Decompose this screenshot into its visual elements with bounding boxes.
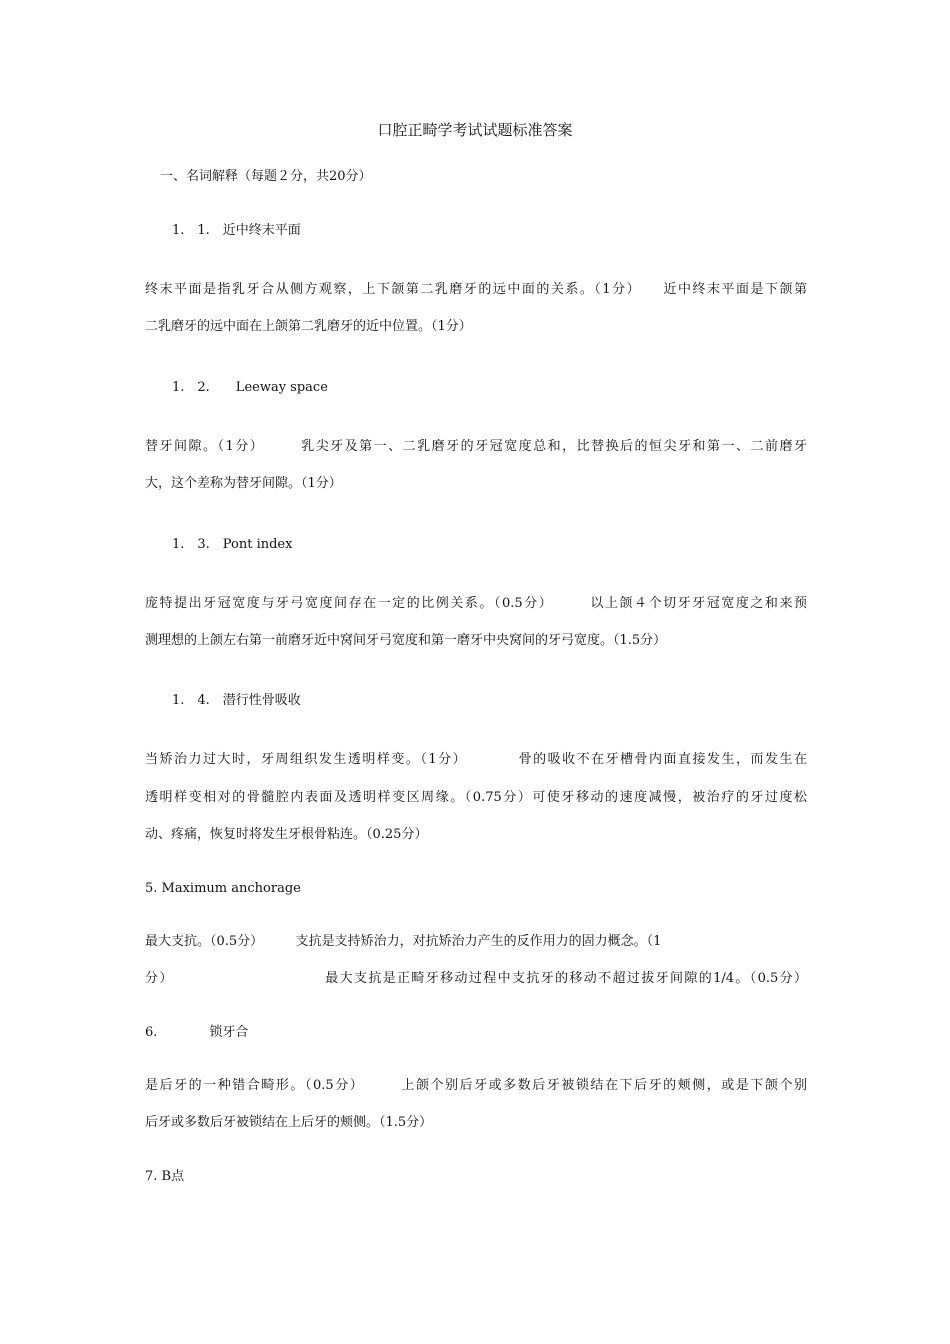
section-heading: 一、名词解释（每题２分，共20分）: [160, 169, 372, 184]
item-heading: 6. 锁牙合: [145, 1025, 249, 1040]
answer-line: 终末平面是指乳牙合从侧方观察，上下颌第二乳磨牙的远中面的关系。（1分） 近中终末平面是下颌第: [145, 282, 807, 297]
document-title: 口腔正畸学考试试题标准答案: [377, 121, 573, 139]
item-heading: 7. B点: [145, 1169, 185, 1184]
answer-line: 替牙间隙。（1分） 乳尖牙及第一、二乳磨牙的牙冠宽度总和，比替换后的恒尖牙和第一、二前磨牙: [145, 439, 807, 454]
answer-line: 后牙或多数后牙被锁结在上后牙的颊侧。（1.5分）: [145, 1115, 433, 1130]
item-heading: 5. Maximum anchorage: [145, 881, 301, 896]
answer-line: 当矫治力过大时，牙周组织发生透明样变。（1分） 骨的吸收不在牙槽骨内面直接发生，而发生在: [145, 752, 807, 767]
answer-line: 庞特提出牙冠宽度与牙弓宽度间存在一定的比例关系。（0.5分） 以上颌４个切牙牙冠宽度之和来预: [145, 596, 807, 611]
item-heading: 1. 2. Leeway space: [172, 380, 328, 395]
answer-line: 测理想的上颌左右第一前磨牙近中窝间牙弓宽度和第一磨牙中央窝间的牙弓宽度。（1.5分）: [145, 633, 667, 648]
answer-line: 分） 最大支抗是正畸牙移动过程中支抗牙的移动不超过拔牙间隙的1/4。（0.5分）: [145, 971, 807, 986]
answer-line: 透明样变相对的骨髓腔内表面及透明样变区周缘。（0.75分）可使牙移动的速度减慢，被治疗的牙过度松: [145, 790, 807, 805]
answer-line: 大，这个差称为替牙间隙。（1分）: [145, 476, 342, 491]
answer-line: 最大支抗。（0.5分） 支抗是支持矫治力，对抗矫治力产生的反作用力的固力概念。（1: [145, 934, 662, 949]
answer-line: 二乳磨牙的远中面在上颌第二乳磨牙的近中位置。（1分）: [145, 319, 472, 334]
answer-line: 是后牙的一种错合畸形。（0.5分） 上颌个别后牙或多数后牙被锁结在下后牙的颊侧，或是下颌个别: [145, 1078, 807, 1093]
item-heading: 1. 4. 潜行性骨吸收: [172, 693, 301, 708]
item-heading: 1. 3. Pont index: [172, 537, 293, 552]
item-heading: 1. 1. 近中终末平面: [172, 223, 301, 238]
answer-line: 动、疼痛，恢复时将发生牙根骨粘连。（0.25分）: [145, 827, 428, 842]
